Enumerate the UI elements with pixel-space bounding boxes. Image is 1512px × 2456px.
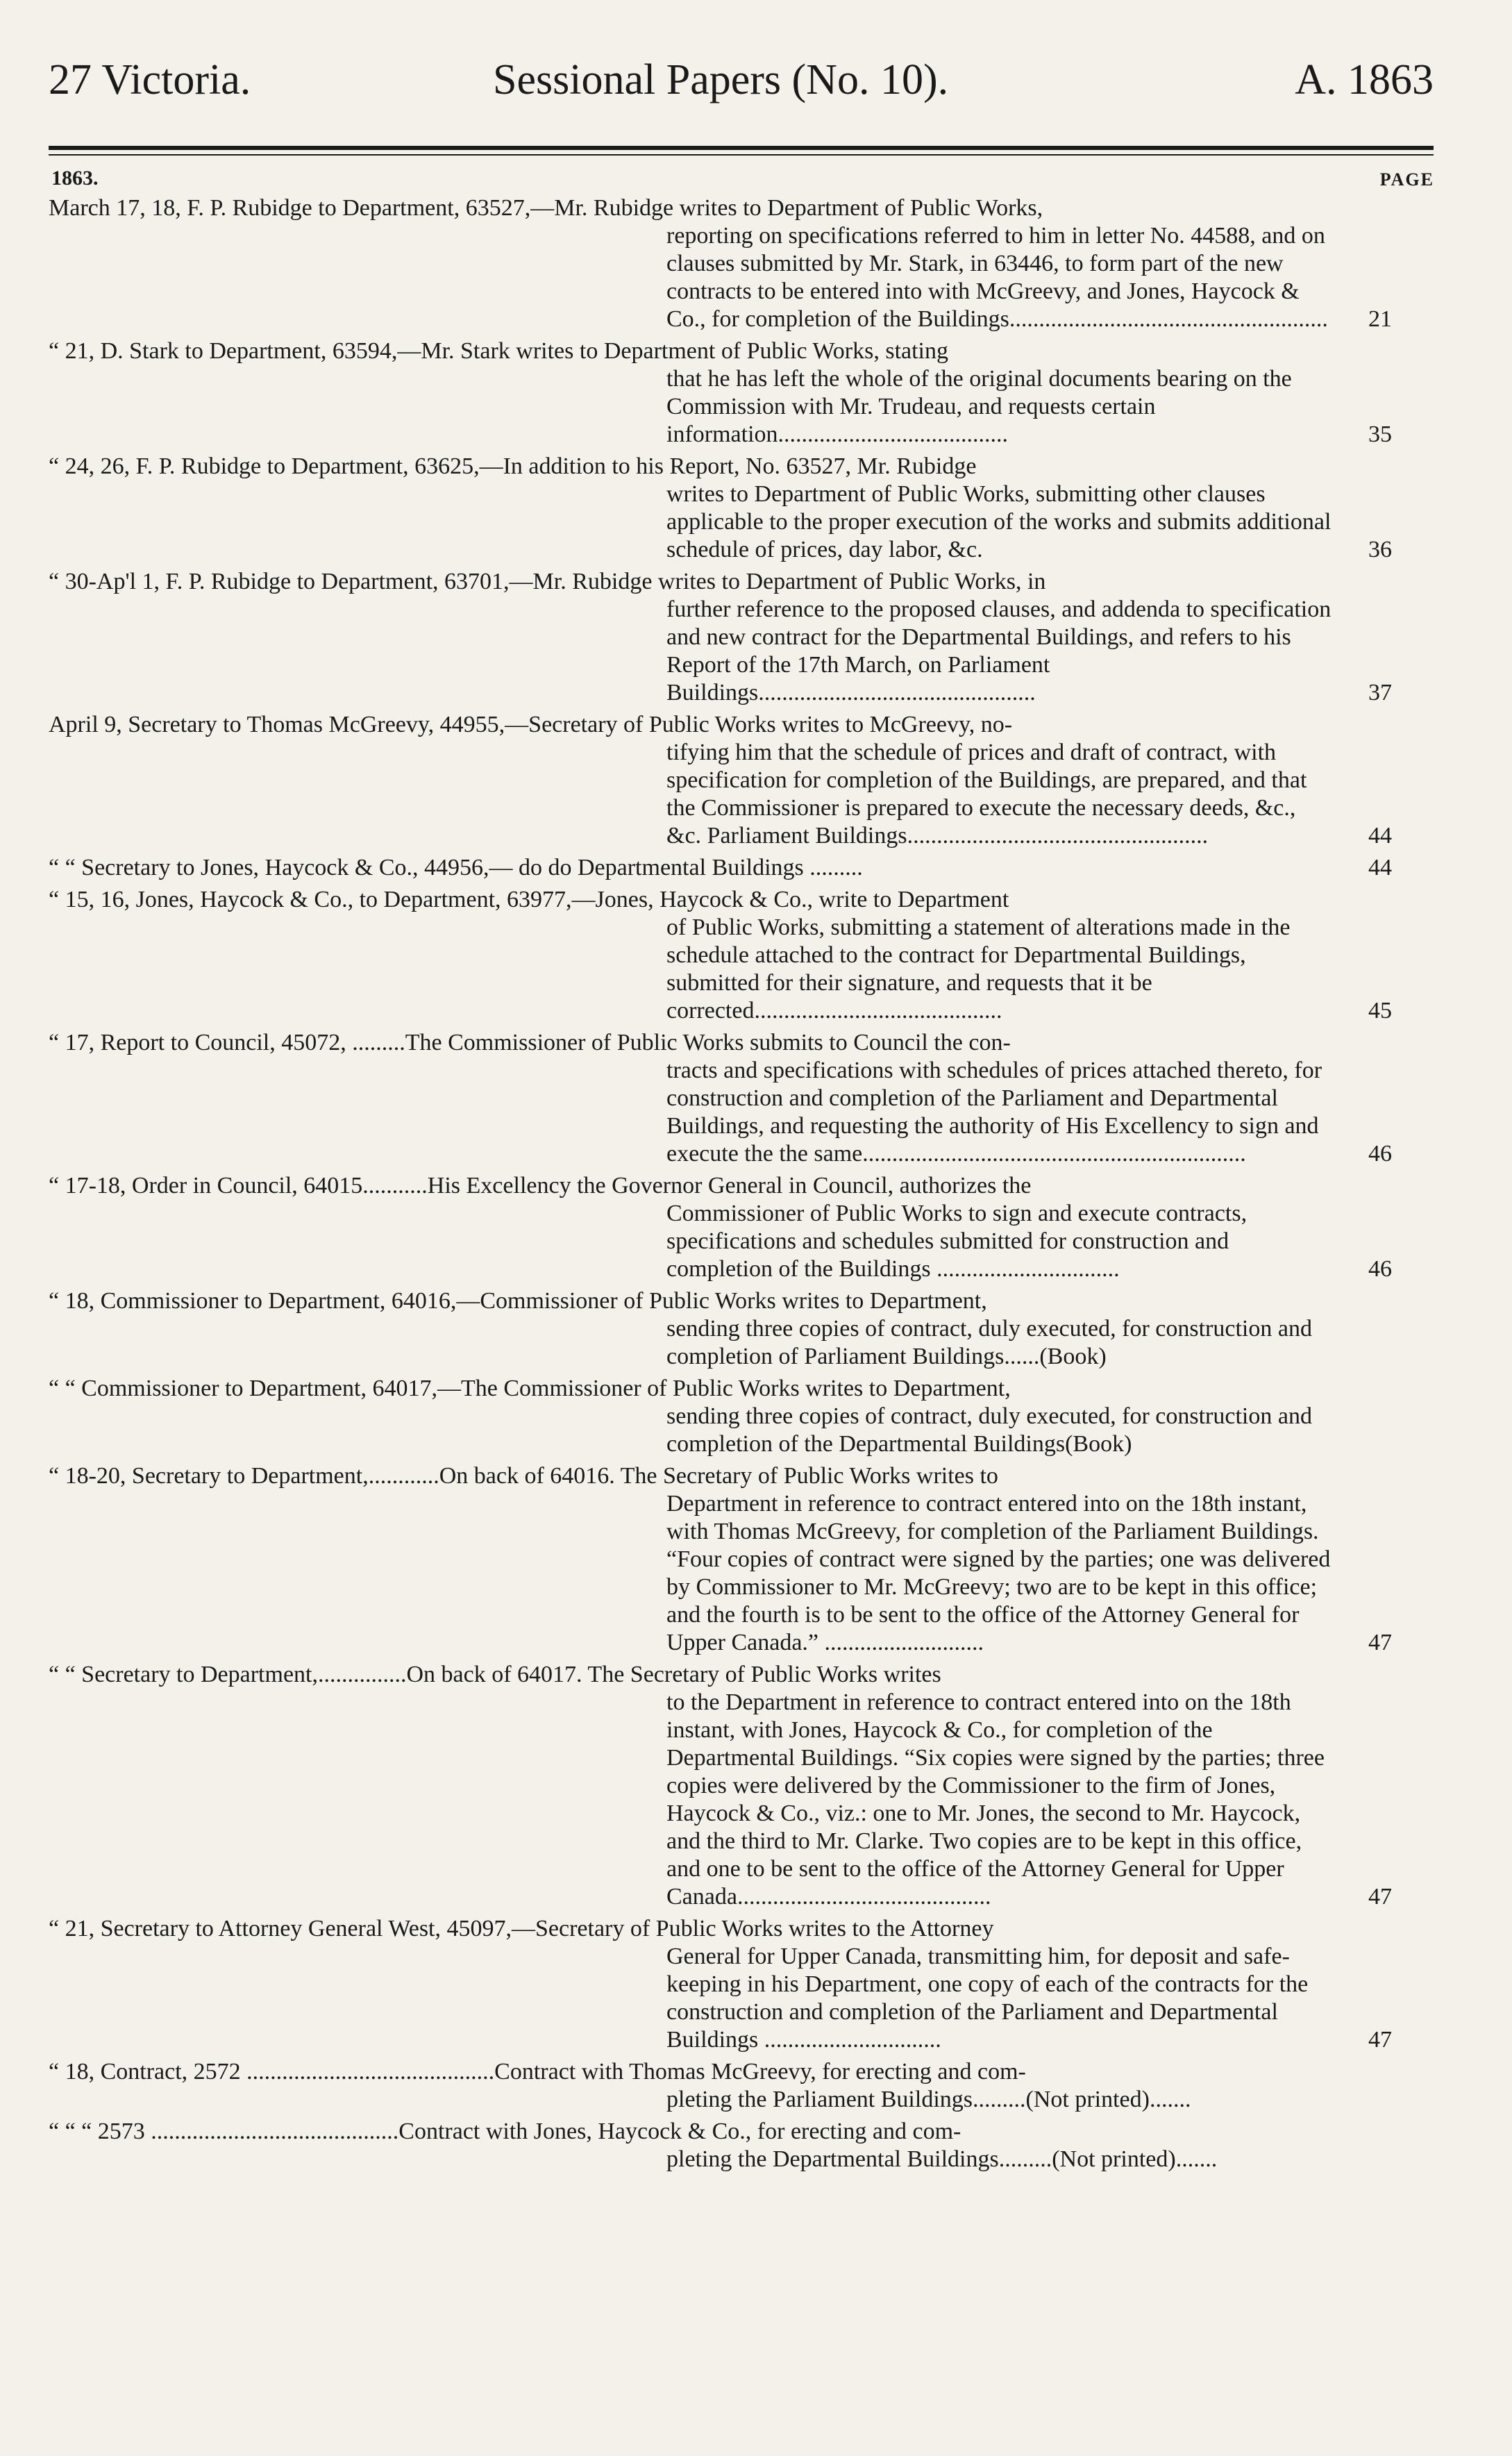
page-number: 44: [1368, 855, 1392, 880]
entry-description: reporting on specifications referred to him in letter No. 44588, and on clauses submitted by Mr. Stark, in 63446, to form part of the new contracts to be entered into with McGreevy, and Jones, Haycock & Co., for completion of the Buildings......................................................: [666, 223, 1328, 332]
page-number: 36: [1368, 537, 1392, 562]
header-title: Sessional Papers (No. 10).: [493, 56, 949, 103]
list-item: [49, 2058, 1434, 2114]
entry-heading: “ 24, 26, F. P. Rubidge to Department, 63625,—In addition to his Report, No. 63527, Mr. Rubidge: [49, 453, 977, 479]
page-number: 46: [1368, 1141, 1392, 1167]
entry-description: Department in reference to contract entered into on the 18th instant, with Thomas McGreevy, for completion of the Parliament Buildings. “Four copies of contract were signed by the parties; one was delivered by Commissioner to Mr. McGreevy; two are to be kept in this office; and the fourth is to be sent to the office of the Attorney General for Upper Canada.” ...........................: [666, 1491, 1331, 1655]
list-item: [49, 1661, 1434, 1911]
header-year: A. 1863: [1295, 56, 1434, 103]
entry-heading: “ “ Commissioner to Department, 64017,—The Commissioner of Public Works writes to Department,: [49, 1376, 1011, 1401]
entry-description: tifying him that the schedule of prices and draft of contract, with specification for completion of the Buildings, are prepared, and that the Commissioner is prepared to execute the necessary deeds, &c., &c. Parliament Buildings...................................................: [666, 740, 1307, 849]
entry-description: tracts and specifications with schedules of prices attached thereto, for construction and completion of the Parliament and Departmental Buildings, and requesting the authority of His Excellency to sign and execute the the same.................................................................: [666, 1058, 1322, 1167]
header-rule-thin: [49, 154, 1434, 156]
year-label: 1863.: [51, 167, 99, 190]
entry-heading: “ 21, Secretary to Attorney General West, 45097,—Secretary of Public Works writes to the Attorney: [49, 1916, 994, 1941]
page-number: 47: [1368, 1884, 1392, 1910]
page-number: 47: [1368, 1630, 1392, 1655]
list-item: [49, 337, 1434, 449]
entry-heading: March 17, 18, F. P. Rubidge to Department, 63527,—Mr. Rubidge writes to Department of Public Works,: [49, 195, 1043, 221]
entry-description: Commissioner of Public Works to sign and execute contracts, specifications and schedules submitted for construction and completion of the Buildings ...............................: [666, 1201, 1248, 1282]
entry-heading: “ 18, Contract, 2572 ..........................................Contract with Thomas McGreevy, for erecting and com-: [49, 2059, 1026, 2085]
page-column-label: PAGE: [1379, 169, 1434, 190]
page-number: 21: [1368, 306, 1392, 332]
entry-description: that he has left the whole of the original documents bearing on the Commission with Mr. Trudeau, and requests certain information.......................................: [666, 366, 1292, 447]
list-item: [49, 568, 1434, 707]
list-item: [49, 453, 1434, 564]
entry-heading: “ 17-18, Order in Council, 64015...........His Excellency the Governor General in Council, authorizes the: [49, 1173, 1032, 1198]
header-rule-thick: [49, 146, 1434, 150]
entry-heading: “ 18-20, Secretary to Department,............On back of 64016. The Secretary of Public Works writes to: [49, 1463, 998, 1489]
page-number: 44: [1368, 823, 1392, 849]
page-number: 46: [1368, 1256, 1392, 1282]
entry-heading: “ 17, Report to Council, 45072, .........The Commissioner of Public Works submits to Council the con-: [49, 1030, 1011, 1055]
list-item: [49, 1029, 1434, 1168]
entry-list: [49, 194, 1434, 2178]
entry-heading: “ 21, D. Stark to Department, 63594,—Mr. Stark writes to Department of Public Works, stating: [49, 338, 949, 364]
list-item: [49, 1375, 1434, 1458]
entry-description: of Public Works, submitting a statement of alterations made in the schedule attached to the contract for Departmental Buildings, submitted for their signature, and requests that it be corrected..........................................: [666, 914, 1291, 1024]
entry-spacer: [49, 2173, 1434, 2178]
list-item: [49, 194, 1434, 333]
list-item: [49, 1287, 1434, 1371]
entry-description: to the Department in reference to contract entered into on the 18th instant, with Jones, Haycock & Co., for completion of the Departmental Buildings. “Six copies were signed by the parties; three copies were delivered by the Commissioner to the firm of Jones, Haycock & Co., viz.: one to Mr. Jones, the second to Mr. Haycock, and the third to Mr. Clarke. Two copies are to be kept in this office, and one to be sent to the office of the Attorney General for Upper Canada...........................................: [666, 1689, 1325, 1910]
entry-heading: “ “ Secretary to Department,...............On back of 64017. The Secretary of Public Works writes: [49, 1662, 941, 1687]
entry-heading: “ 30-Ap'l 1, F. P. Rubidge to Department, 63701,—Mr. Rubidge writes to Department of Public Works, in: [49, 569, 1046, 594]
list-item: [49, 711, 1434, 850]
list-item: [49, 1172, 1434, 1283]
running-header: [49, 42, 1434, 118]
entry-description: sending three copies of contract, duly executed, for construction and completion of the Departmental Buildings(Book): [666, 1403, 1312, 1457]
entry-description: sending three copies of contract, duly executed, for construction and completion of Parliament Buildings......(Book): [666, 1316, 1312, 1369]
entry-heading: April 9, Secretary to Thomas McGreevy, 44955,—Secretary of Public Works writes to McGreevy, no-: [49, 712, 1013, 737]
list-item: [49, 1462, 1434, 1657]
header-session: 27 Victoria.: [49, 56, 251, 103]
list-item: [49, 886, 1434, 1025]
page-number: 47: [1368, 2027, 1392, 2053]
entry-heading: “ 18, Commissioner to Department, 64016,—Commissioner of Public Works writes to Department,: [49, 1288, 987, 1314]
entry-description: further reference to the proposed clauses, and addenda to specification and new contract for the Departmental Buildings, and refers to his Report of the 17th March, on Parliament Buildings...............................................: [666, 596, 1332, 705]
page-number: 37: [1368, 680, 1392, 705]
entry-description: General for Upper Canada, transmitting him, for deposit and safe-keeping in his Department, one copy of each of the contracts for the construction and completion of the Parliament and Departmental Buildings ..............................: [666, 1944, 1309, 2053]
page-number: 35: [1368, 421, 1392, 447]
list-item: [49, 1915, 1434, 2054]
list-item: [49, 854, 1434, 882]
entry-heading: “ “ Secretary to Jones, Haycock & Co., 44956,— do do Departmental Buildings .........: [49, 855, 863, 880]
list-item: [49, 2118, 1434, 2173]
entry-description: pleting the Parliament Buildings.........(Not printed).......: [666, 2087, 1191, 2112]
page-number: 45: [1368, 998, 1392, 1024]
entry-description: writes to Department of Public Works, submitting other clauses applicable to the proper execution of the works and submits additional schedule of prices, day labor, &c.: [666, 481, 1332, 562]
entry-heading: “ “ “ 2573 ..........................................Contract with Jones, Haycock & Co., for erecting and com-: [49, 2119, 961, 2144]
entry-heading: “ 15, 16, Jones, Haycock & Co., to Department, 63977,—Jones, Haycock & Co., write to Department: [49, 887, 1009, 912]
entry-description: pleting the Departmental Buildings.........(Not printed).......: [666, 2146, 1218, 2172]
